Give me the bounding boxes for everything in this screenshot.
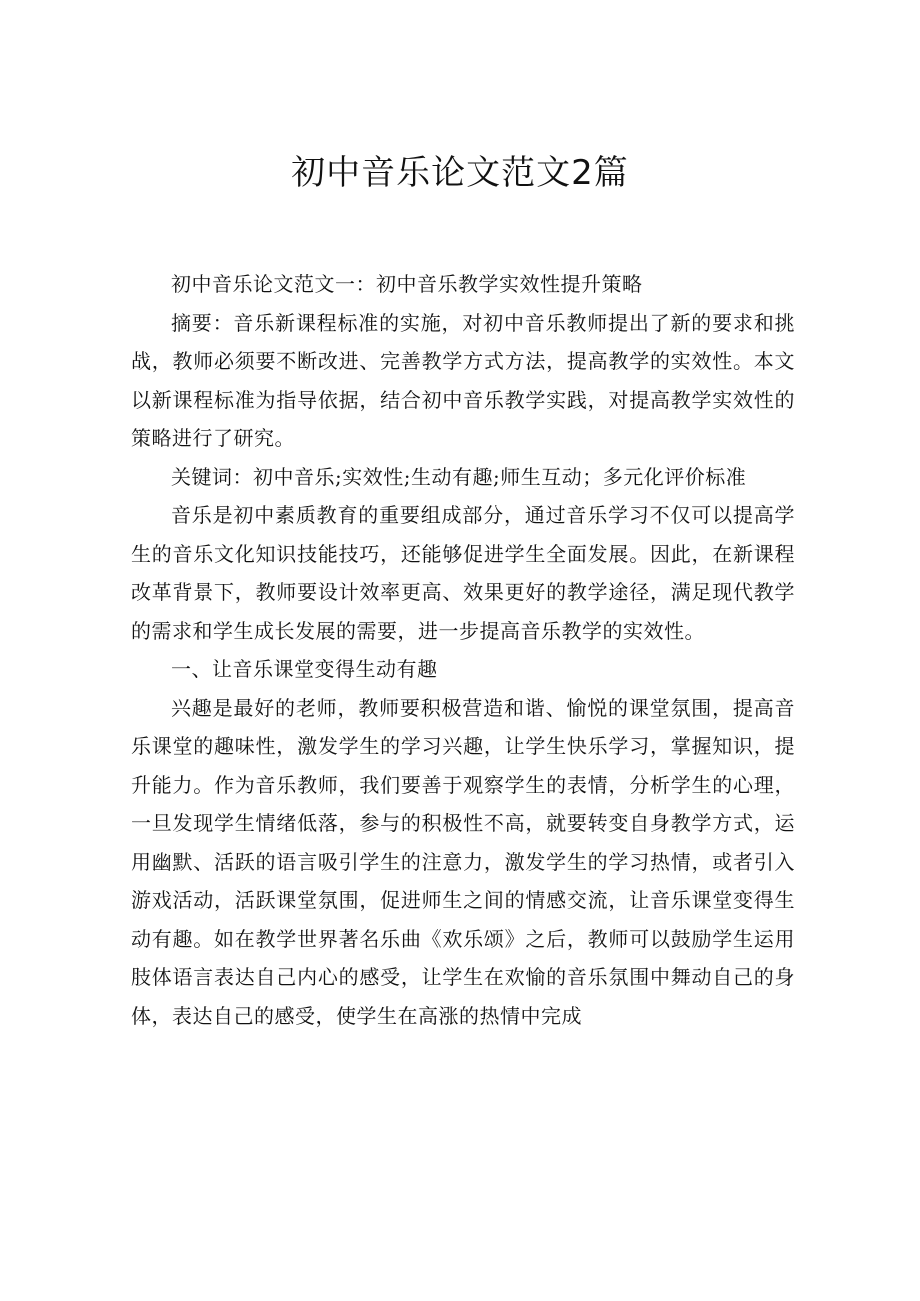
keywords-paragraph: 关键词：初中音乐;实效性;生动有趣;师生互动；多元化评价标准 bbox=[171, 464, 747, 489]
section-body-paragraph: 兴趣是最好的老师，教师要积极营造和谐、愉悦的课堂氛围，提高音乐课堂的趣味性，激发学生的学习兴趣，让学生快乐学习，掌握知识，提升能力。作为音乐教师，我们要善于观察学生的表情，分析学生的心理，一旦发现学生情绪低落，参与的积极性不高，就要转变自身教学方式，运用幽默、活跃的语言吸引学生的注意力，激发学生的学习热情，或者引入游戏活动，活跃课堂氛围，促进师生之间的情感交流，让音乐课堂变得生动有趣。如在教学世界著名乐曲《欢乐颂》之后，教师可以鼓励学生运用肢体语言表达自己内心的感受，让学生在欢愉的音乐氛围中舞动自己的身体，表达自己的感受，使学生在高涨的热情中完成 bbox=[131, 695, 795, 1028]
intro-paragraph: 音乐是初中素质教育的重要组成部分，通过音乐学习不仅可以提高学生的音乐文化知识技能技巧，还能够促进学生全面发展。因此，在新课程改革背景下，教师要设计效率更高、效果更好的教学途径，满足现代教学的需求和学生成长发展的需要，进一步提高音乐教学的实效性。 bbox=[131, 503, 795, 643]
subtitle-paragraph: 初中音乐论文范文一：初中音乐教学实效性提升策略 bbox=[171, 272, 643, 296]
document-title: 初中音乐论文范文2篇 bbox=[291, 153, 629, 193]
document-body bbox=[131, 265, 795, 1035]
section-heading: 一、让音乐课堂变得生动有趣 bbox=[171, 657, 438, 681]
abstract-paragraph: 摘要：音乐新课程标准的实施，对初中音乐教师提出了新的要求和挑战，教师必须要不断改进、完善教学方式方法，提高教学的实效性。本文以新课程标准为指导依据，结合初中音乐教学实践，对提高教学实效性的策略进行了研究。 bbox=[131, 310, 795, 450]
